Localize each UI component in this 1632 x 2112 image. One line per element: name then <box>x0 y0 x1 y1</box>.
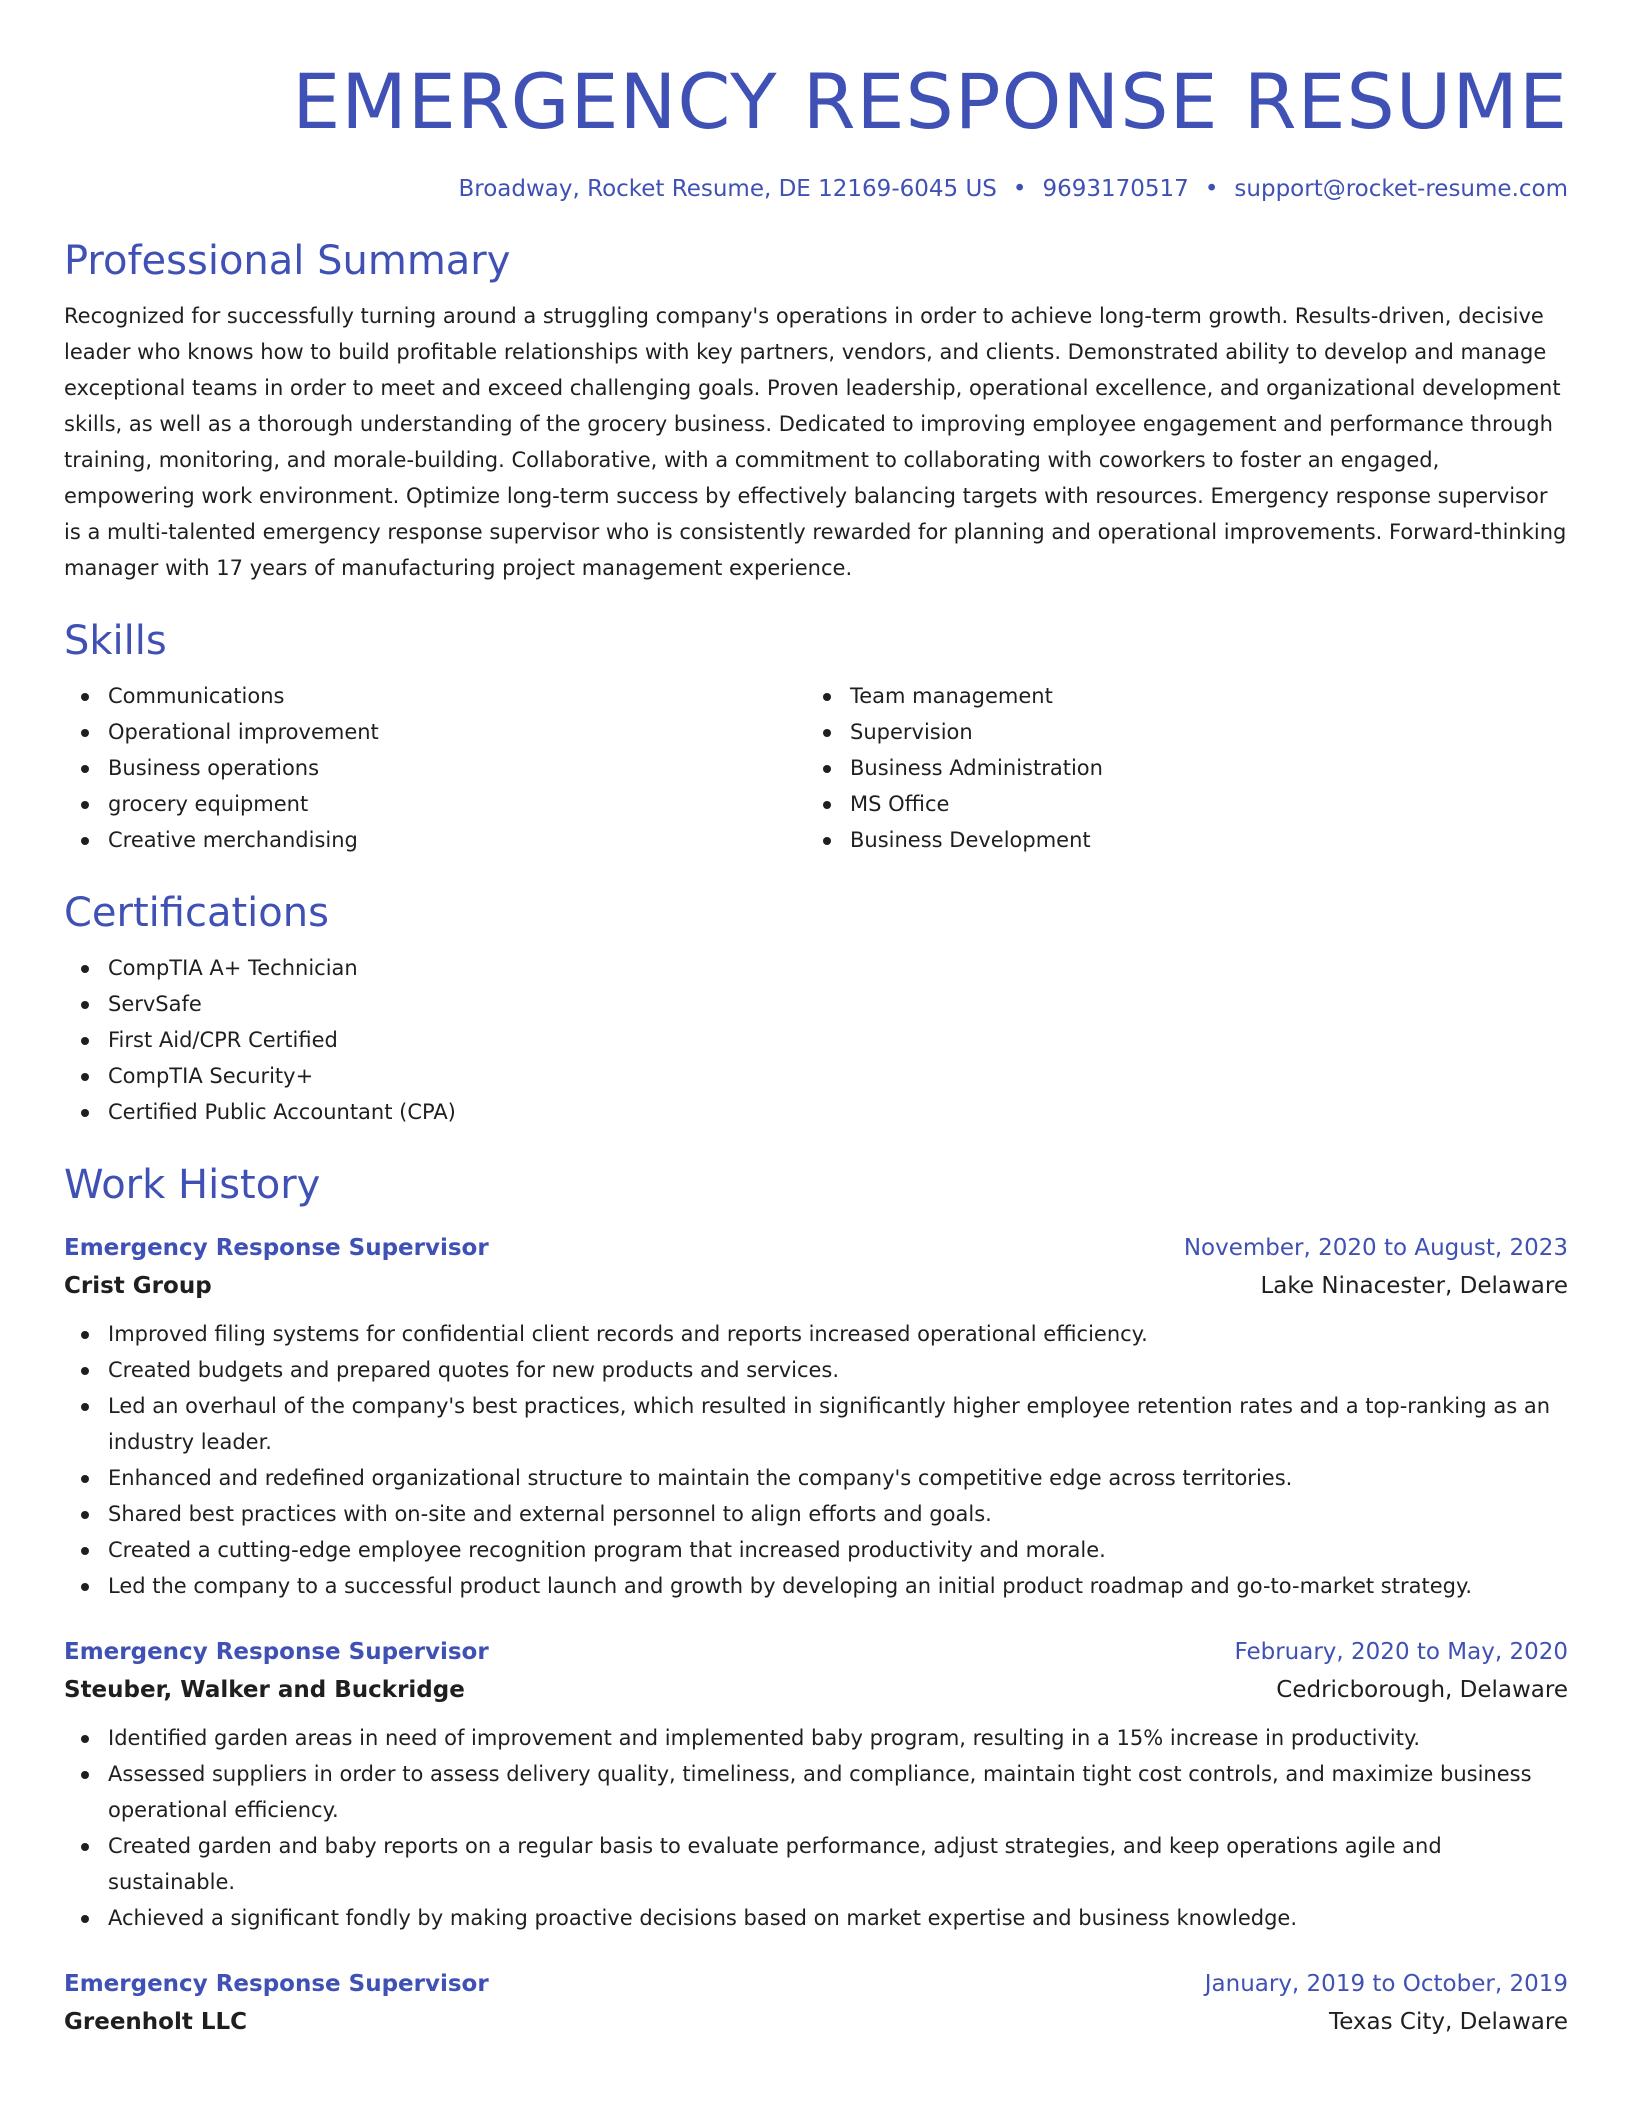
job-location: Lake Ninacester, Delaware <box>1260 1273 1568 1299</box>
summary-heading: Professional Summary <box>64 238 511 284</box>
job-header <box>64 1634 1568 1670</box>
job-header <box>64 1230 1568 1266</box>
skills-column-left <box>64 678 806 858</box>
skill-item: Business Development <box>806 822 1548 858</box>
job-bullet: Created garden and baby reports on a regular basis to evaluate performance, adjust strategies, and keep operations agile and sustainable. <box>64 1828 1568 1900</box>
job-bullet: Improved filing systems for confidential client records and reports increased operational efficiency. <box>64 1316 1568 1352</box>
job-bullets <box>64 1316 1568 1604</box>
certification-item: ServSafe <box>64 986 1568 1022</box>
job-bullet: Shared best practices with on-site and external personnel to align efforts and goals. <box>64 1496 1568 1532</box>
job-bullet: Enhanced and redefined organizational structure to maintain the company's competitive edge across territories. <box>64 1460 1568 1496</box>
job-location: Cedricborough, Delaware <box>1276 1677 1568 1703</box>
skill-item: Team management <box>806 678 1548 714</box>
job-title: Emergency Response Supervisor <box>64 1639 489 1665</box>
job-location: Texas City, Delaware <box>1329 2009 1568 2035</box>
contact-phone: 9693170517 <box>1042 176 1189 202</box>
job-dates: January, 2019 to October, 2019 <box>1204 1971 1568 1997</box>
job-bullet: Created budgets and prepared quotes for new products and services. <box>64 1352 1568 1388</box>
contact-address: Broadway, Rocket Resume, DE 12169-6045 US <box>458 176 997 202</box>
job-title: Emergency Response Supervisor <box>64 1971 489 1997</box>
work-history-heading: Work History <box>64 1162 321 1208</box>
job-bullets <box>64 1720 1568 1936</box>
job-bullet: Led an overhaul of the company's best practices, which resulted in significantly higher employee retention rates and a top-ranking as an industry leader. <box>64 1388 1568 1460</box>
job-title: Emergency Response Supervisor <box>64 1235 489 1261</box>
job-bullet: Created a cutting-edge employee recognition program that increased productivity and morale. <box>64 1532 1568 1568</box>
skill-item: grocery equipment <box>64 786 806 822</box>
resume-page <box>64 0 1568 2042</box>
certifications-list <box>64 950 1568 1130</box>
skills-heading: Skills <box>64 618 167 664</box>
job-subheader <box>64 1266 1568 1306</box>
job-entry <box>64 1230 1568 1604</box>
job-company: Greenholt LLC <box>64 2009 248 2035</box>
skill-item: MS Office <box>806 786 1548 822</box>
job-entry <box>64 1966 1568 2042</box>
certification-item: CompTIA Security+ <box>64 1058 1568 1094</box>
skill-item: Business operations <box>64 750 806 786</box>
job-company: Steuber, Walker and Buckridge <box>64 1677 465 1703</box>
job-entry <box>64 1634 1568 1936</box>
contact-email[interactable]: support@rocket-resume.com <box>1234 176 1568 202</box>
job-company: Crist Group <box>64 1273 212 1299</box>
skill-item: Business Administration <box>806 750 1548 786</box>
certification-item: First Aid/CPR Certified <box>64 1022 1568 1058</box>
contact-separator: • <box>1204 176 1219 202</box>
certification-item: Certified Public Accountant (CPA) <box>64 1094 1568 1130</box>
resume-title: EMERGENCY RESPONSE RESUME <box>292 57 1568 146</box>
job-subheader <box>64 1670 1568 1710</box>
skill-item: Communications <box>64 678 806 714</box>
job-dates: November, 2020 to August, 2023 <box>1183 1235 1568 1261</box>
job-header <box>64 1966 1568 2002</box>
job-bullet: Identified garden areas in need of improvement and implemented baby program, resulting in a 15% increase in productivity. <box>64 1720 1568 1756</box>
certification-item: CompTIA A+ Technician <box>64 950 1568 986</box>
job-dates: February, 2020 to May, 2020 <box>1234 1639 1568 1665</box>
skill-item: Operational improvement <box>64 714 806 750</box>
job-bullet: Achieved a significant fondly by making proactive decisions based on market expertise and business knowledge. <box>64 1900 1568 1936</box>
summary-text: Recognized for successfully turning around a struggling company's operations in order to achieve long-term growth. Results-driven, decisive leader who knows how to build profitable relationships with key partners, vendors, and clients. Demonstrated ability to develop and manage exceptional teams in order to meet and exceed challenging goals. Proven leadership, operational excellence, and organizational development skills, as well as a thorough understanding of the grocery business. Dedicated to improving employee engagement and performance through training, monitoring, and morale-building. Collaborative, with a commitment to collaborating with coworkers to foster an engaged, empowering work environment. Optimize long-term success by effectively balancing targets with resources. Emergency response supervisor is a multi-talented emergency response supervisor who is consistently rewarded for planning and operational improvements. Forward-thinking manager with 17 years of manufacturing project management experience. <box>64 304 1567 580</box>
contact-line <box>64 174 1568 204</box>
contact-separator: • <box>1012 176 1027 202</box>
skills-list <box>64 678 1568 858</box>
skill-item: Creative merchandising <box>64 822 806 858</box>
skills-column-right <box>806 678 1548 858</box>
job-bullet: Led the company to a successful product launch and growth by developing an initial product roadmap and go-to-market strategy. <box>64 1568 1568 1604</box>
skill-item: Supervision <box>806 714 1548 750</box>
job-subheader <box>64 2002 1568 2042</box>
job-bullet: Assessed suppliers in order to assess delivery quality, timeliness, and compliance, maintain tight cost controls, and maximize business operational efficiency. <box>64 1756 1568 1828</box>
certifications-heading: Certifications <box>64 890 329 936</box>
